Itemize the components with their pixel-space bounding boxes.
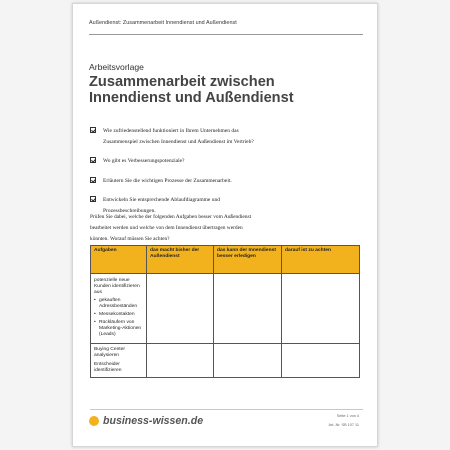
- list-item: • Rückläufern von Marketing-Aktionen (Leads): [94, 319, 142, 337]
- table-row: [91, 274, 360, 344]
- checklist-item: [90, 156, 350, 167]
- list-item: • gekauften Adressbeständen: [94, 298, 138, 310]
- brand-logo: [89, 415, 203, 427]
- intro-paragraph: Prüfen Sie dabei, welche der folgenden Aufgaben besser vom Außendienst bearbeitet werden und welche von dem Innendienst übertragen werden könnten. Worauf müssen Sie achten?: [90, 214, 252, 242]
- notes-cell[interactable]: [282, 344, 360, 378]
- checkbox-checked-icon: [90, 196, 96, 202]
- bullet-icon: •: [94, 298, 96, 304]
- list-item: • Messekontakten: [94, 311, 135, 317]
- running-header: Außendienst: Zusammenarbeit Innendienst und Außendienst: [89, 20, 237, 26]
- table-row: [91, 344, 360, 378]
- bullet-icon: •: [94, 311, 96, 317]
- brand-name: business-wissen.de: [103, 415, 204, 427]
- task-text: Entscheider identifizieren: [94, 362, 122, 374]
- page-number: Seite 1 von 4: [336, 414, 359, 418]
- checklist-item: [90, 176, 350, 187]
- checklist-item-text: Entwickeln Sie entsprechende Ablaufdiagramme und Prozessbeschreibungen.: [103, 197, 220, 214]
- footer-divider: [90, 409, 363, 410]
- header-divider: [89, 34, 363, 35]
- notes-cell[interactable]: [282, 274, 360, 344]
- title-line-2: Innendienst und Außendienst: [89, 90, 294, 106]
- table-header-row: [91, 246, 360, 274]
- page-title: [89, 74, 369, 106]
- kicker-label: Arbeitsvorlage: [89, 62, 144, 72]
- checkbox-checked-icon: [90, 177, 96, 183]
- bullet-icon: •: [94, 319, 96, 325]
- column-header-notes: darauf ist zu achten: [282, 246, 360, 274]
- checkbox-checked-icon: [90, 127, 96, 133]
- task-sub-list: [94, 298, 143, 338]
- checklist-item-text: Erläutern Sie die wichtigen Prozesse der Zusammenarbeit.: [103, 177, 232, 184]
- task-cell: [91, 344, 147, 378]
- title-line-1: Zusammenarbeit zwischen: [89, 74, 275, 90]
- checkbox-checked-icon: [90, 157, 96, 163]
- task-text: potenzielle neue Kunden identifizieren aus: [94, 278, 140, 296]
- article-number: Art.-Nr. SB 107 11: [328, 423, 359, 427]
- task-cell: [91, 274, 147, 344]
- field-sales-cell[interactable]: [147, 274, 214, 344]
- checklist-item-text: Wo gibt es Verbesserungspotenziale?: [103, 158, 185, 164]
- column-header-tasks: Aufgaben: [91, 246, 147, 274]
- checklist-item: [90, 126, 350, 147]
- column-header-inside-sales: das kann der Innendienst besser erledigen: [214, 246, 282, 274]
- checklist-item-text: Wie zufriedenstellend funktioniert in Ihrem Unternehmen das Zusammenspiel zwischen Innendienst und Außendienst im Vertrieb?: [103, 128, 254, 145]
- field-sales-cell[interactable]: [147, 344, 214, 378]
- document-page: [72, 3, 378, 447]
- task-table: [90, 245, 360, 378]
- column-header-field-sales: das macht bisher der Außendienst: [147, 246, 214, 274]
- logo-dot-icon: [89, 416, 99, 426]
- inside-sales-cell[interactable]: [214, 274, 282, 344]
- inside-sales-cell[interactable]: [214, 344, 282, 378]
- checklist: [90, 126, 350, 225]
- task-text: Buying Center analysieren: [94, 347, 125, 359]
